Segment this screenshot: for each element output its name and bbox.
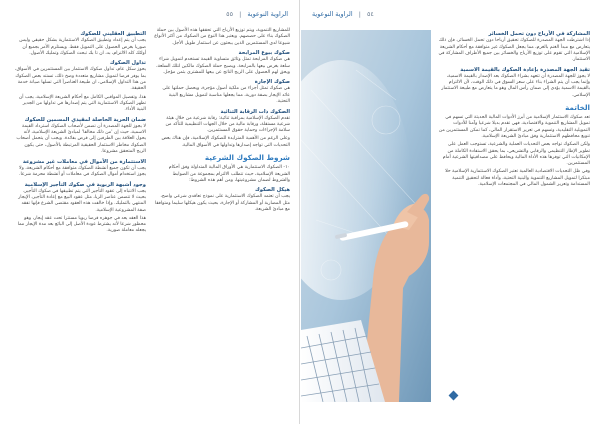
- paragraph: يجب أن تكون جميع أنشطة الصكوك متوافقة مع أحكام الشريعة، ولا يجوز استخدام أموال الصكوك في معاملات أو أنشطة محرمة شرعا.: [18, 165, 146, 178]
- running-title: الراوية النوعوية: [312, 10, 353, 18]
- left-page-column-outer: [14, 28, 146, 416]
- section-heading: الخاتمة: [565, 103, 590, 113]
- paragraph: تعد صكوك الاستثمار الإسلامية من أبرز الأدوات المالية الحديثة التي تسهم في تمويل المشاريع التنموية والاقتصادية، فهي تقدم بديلا شرعيا وآمنا للأدوات التمويلية التقليدية، وتسهم في تعزيز الاستقرار المالي، كما تمكن المستثمرين من تنويع محافظهم الاستثمارية وفق مبادئ الشريعة الإسلامية.: [438, 115, 590, 140]
- paragraph: ١٠- الصكوك الاستثمارية هي الأوراق المالية المتداولة وفق أحكام الشريعة الإسلامية، حيث تتطلب الالتزام بمجموعة من الضوابط والشروط لضمان مشروعيتها، ومن أهم هذه الشروط:: [168, 165, 290, 183]
- paragraph: هي صكوك المرابحة تمثل وثائق متساوية القيمة تستخدم لتمويل شراء سلعة بغرض بيعها بالمرابحة. ويصبح حملة الصكوك مالكين لتلك السلعة، ويحق لهم الحصول على الربح الناتج عن بيعها للمشتري بثمن مؤجل.: [156, 57, 290, 75]
- subheading: صكوك بيوع المرابحة: [238, 50, 290, 57]
- right-page-column: [438, 28, 590, 400]
- paragraph: للمشاريع التنموية، ويتم توزيع الأرباح التي تحققها هذه الأصول بين حملة الصكوك بناء على حصصهم. ويعتبر هذا النوع من الصكوك من أكثر الأنواع شيوعا لدى المستثمرين الذين يبحثون عن استثمار طويل الأجل.: [154, 28, 290, 46]
- subheading: تقيد الجهة المصدرة بإعادة الصكوك بالقيمة الاسمية: [460, 66, 590, 73]
- subheading: الاستثمارة من الأموال في معاملات غير مشروعة: [22, 158, 146, 165]
- subheading: ضمان الحرية الحاصلة لمقيدي المسمين للصكوك: [24, 116, 146, 123]
- paragraph: وعلى الرغم من الأهمية المتزايدة للصكوك الإسلامية، فإن هناك بعض التحديات التي تواجه إصدارها وتداولها في الأسواق المالية.: [161, 136, 290, 148]
- paragraph: تقدم الصكوك الإسلامية بمراقبة ثنائية: رقابة شرعية من خلال هيئة شرعية مستقلة، ورقابة مالية من خلال الجهات التنظيمية للتأكد من سلامة الإجراءات وحماية حقوق المستثمرين.: [165, 115, 290, 134]
- paragraph: يجب الانتباه إلى عقود التأجير التي يتم تطبيقها في صكوك التأجير، بحيث لا تتضمن عناصر الربا، مثل عقود البيع مع إعادة التأجير، الإيجار المنتهي بالتمليك. وإذا خالفت هذه العقود مقتضى الشرع فإنها تفقد صفة المشروعية الإسلامية.: [18, 188, 146, 213]
- paragraph: هذا، وتفصيل المواقبي الكامل مع أحكام الشريعة الإسلامية، يجب أن تظهر الصكوك الاستثمارية التي يتم إصدارها في تداولها من الجدير البنية الأداء.: [18, 94, 146, 113]
- photo-illustration: [301, 30, 431, 402]
- hand-on-glass-photo: [301, 30, 431, 402]
- subheading: هيكل الصكوك: [254, 187, 290, 194]
- page-number: ٥٤: [366, 10, 374, 18]
- paragraph: لا يجوز للجهة المصدرة أن تتعهد بشراء الصكوك بعد الإصدار بالقيمة الاسمية، وإنما يجب أن يتم الشراء بناء على سعر السوق في ذلك الوقت، لأن الالتزام بالقيمة الاسمية يؤدي إلى ضمان رأس المال وهو ما يتعارض مع طبيعة الاستثمار الإسلامي.: [441, 73, 590, 98]
- section-heading: شروط الصكوك الشرعية: [204, 153, 290, 163]
- page-number: ٥٥: [226, 10, 234, 18]
- paragraph: لا يجوز للجهة المصدرة أن تضمن لأصحاب الصكوك استرداد القيمة الاسمية، حيث إن 'من ذلك مخالفا' لمبادئ الشريعة الإسلامية، لأنه يحول العلاقة بين الطرفين إلى قرض بفائدة. ويجب أن يتحمل أصحاب الصكوك مخاطر الاستثمار الحقيقية المرتبطة بالأصول، حتى يكون الربح المتحقق مشروعا.: [16, 123, 146, 155]
- paragraph: يجب أن تعتمد الصكوك الاستثمارية على نموذج تعاقدي شرعي واضح، مثل المضاربة أو المشاركة أو الإجارة، بحيث يكون هيكلها سليما ومتوافقا مع مبادئ الشريعة.: [154, 194, 290, 213]
- subheading: صكوك الإجارة: [254, 79, 290, 86]
- paragraph: هذا العقد يعد في جوهره قرضا ربويا مستترا تحت عقد إيجار، وهو محظور شرعا لأنه يشترط عودة الأصل إلى البائع بعد مدة الإيجار مما يجعله معاملة صورية.: [17, 215, 146, 234]
- left-page-column-inner: [154, 28, 290, 416]
- subheading: وجود أشبهة الربوية في صكوك التأجير الإسلامية: [24, 181, 146, 188]
- subheading: المشاركة في الأرباح دون تحمل الخسائر: [488, 31, 590, 38]
- subheading: التطبيق العقليني للصكوك: [80, 31, 146, 38]
- paragraph: يحوز سكل عام، تداول صكوك الاستثمار بين المستثمرين في الأسواق، بما يوفر فرصا لتمويل مشاريع متعددة وضخ ذلك، تستند بعض الصكوك من هذا التداول الإسلامي، ان طبيعة العناصرأ التي تسلها صيانة خدمة الحقيقة.: [14, 67, 146, 92]
- paragraph: هي صكوك تمثل أجزاء من ملكية أصول مؤجرة، ويحصل حملتها على عائد الإيجار بصفة دورية، مما يجعلها مناسبة لتمويل مشاريع البنية التحتية.: [162, 86, 290, 105]
- paragraph: ولكن الصكوك تواجه بعض التحديات العملية والشرعية، تستوجب العمل على تطوير الإطار التنظيمي والرقابي والتشريعي، بما يحقق الاستفادة الكاملة من الإمكانيات التي توفرها هذه الأداة المالية ويحافظ على مصداقيتها الشرعية أمام المستثمرين.: [442, 142, 590, 167]
- paragraph: وفي ظل التحديات الاقتصادية العالمية تعتبر الصكوك الاستثمارية الإسلامية حلا مبتكرا لتمويل المشاريع التنموية والبنية التحتية، وأداة فعالة لتحقيق التنمية المستدامة وتعزيز الشمول المالي في المجتمعات الإسلامية.: [445, 169, 590, 188]
- running-head-left: الراوية النوعوية | ٥٥: [226, 10, 288, 18]
- subheading: تداول الصكوك: [109, 60, 146, 67]
- paragraph: يجب أن يتم إعداد وتطبيق الصكوك الاستثمارية بشكل حقيقي وليس صوريا بغرض الحصول على التمويل فقط. ويستلزم الأمر بجميع أن أولئك كله الالتزام، بد، ان تا بك تبحث الصكوك وتمليك الأصول.: [19, 38, 146, 56]
- paragraph: إذا اشترطت الجهة المصدرة للصكوك تحقيق أرباحا دون تحمل الخسائر، فإن ذلك يتعارض مع مبدأ الغنم بالغرم، مما يجعل الصكوك غير متوافقة مع أحكام الشريعة الإسلامية التي تقوم على توزيع الأرباح والخسائر بين جميع الأطراف المشاركة في الاستثمار.: [438, 38, 590, 63]
- subheading: الصكوك ذات الرقابة الثنائية: [220, 108, 290, 115]
- running-title: الراوية النوعوية: [247, 10, 288, 18]
- running-head-right: ٥٤ | الراوية النوعوية: [312, 10, 374, 18]
